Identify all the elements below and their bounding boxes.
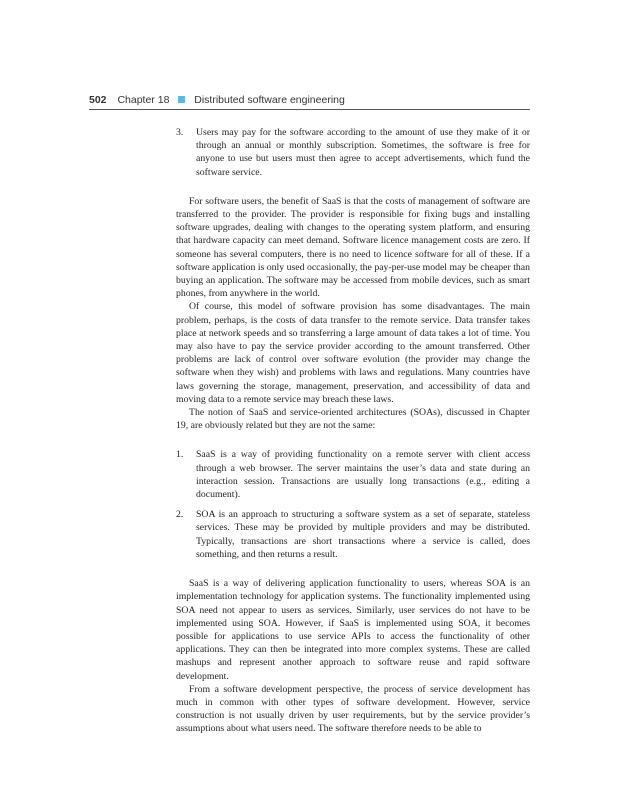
running-header [89, 94, 529, 106]
paragraph: For software users, the benefit of SaaS is that the costs of management of software are transferred to the provider. The provider is responsible for fixing bugs and installing software upgrades, dealing with changes to the operating system platform, and ensuring that hardware capacity can meet demand. Software licence management costs are zero. If someone has several computers, there is no need to licence software for all of these. If a software application is only used occasionally, the pay-per-use model may be cheaper than buying an application. The software may be accessed from mobile devices, such as smart phones, from anywhere in the world. [176, 195, 530, 300]
list-item-text: SOA is an approach to structuring a software system as a set of separate, stateless services. These may be provided by multiple providers and may be distributed. Typically, transactions are short transactions where a service is called, does something, and then returns a result. [196, 509, 530, 560]
list-item [176, 508, 530, 561]
list-item-text: SaaS is a way of providing functionality on a remote server with client access through a web browser. The server maintains the user’s data and state during an interaction session. Transactions are usually long transactions (e.g., editing a document). [196, 449, 530, 501]
chapter-label: Chapter 18 [117, 94, 170, 106]
paragraph: From a software development perspective, the process of service development has much in common with other types of software development. However, service construction is not usually driven by user requirements, but by the service provider’s assumptions about what users need. The software therefore needs to be able to [176, 683, 530, 735]
paragraph: SaaS is a way of delivering application functionality to users, whereas SOA is an implementation technology for application systems. The functionality implemented using SOA need not appear to users as services. Similarly, user services do not have to be implemented using SOA. However, if SaaS is implemented using SOA, it becomes possible for applications to use service APIs to access the functionality of other applications. They can then be integrated into more complex systems. These are called mashups and represent another approach to software reuse and rapid software development. [176, 578, 530, 682]
section-title: Distributed software engineering [194, 94, 345, 106]
header-square-icon [178, 96, 185, 103]
list-item [176, 448, 530, 501]
list-item-number: 3. [176, 127, 184, 138]
paragraph: Of course, this model of software provision has some disadvantages. The main problem, perhaps, is the costs of data transfer to the remote service. Data transfer takes place at network speeds and so transferring a large amount of data takes a lot of time. You may also have to pay the service provider according to the amount transferred. Other problems are lack of control over software evolution (the provider may change the software when they wish) and problems with laws and regulations. Many countries have laws governing the storage, management, preservation, and accessibility of data and moving data to a remote service may breach these laws. [176, 301, 530, 405]
list-item-number: 1. [176, 449, 184, 461]
paragraph: The notion of SaaS and service-oriented architectures (SOAs), discussed in Chapter 19, are obviously related but they are not the same: [176, 407, 530, 432]
page-number: 502 [89, 94, 107, 106]
page-body [176, 126, 530, 736]
header-rule [89, 109, 530, 110]
list-item [176, 126, 530, 179]
list-item-number: 2. [176, 509, 184, 521]
list-item-text: Users may pay for the software according to the amount of use they make of it or through an annual or monthly subscription. Sometimes, the software is free for anyone to use but users must then agree to accept advertisements, which fund the software service. [196, 127, 530, 178]
